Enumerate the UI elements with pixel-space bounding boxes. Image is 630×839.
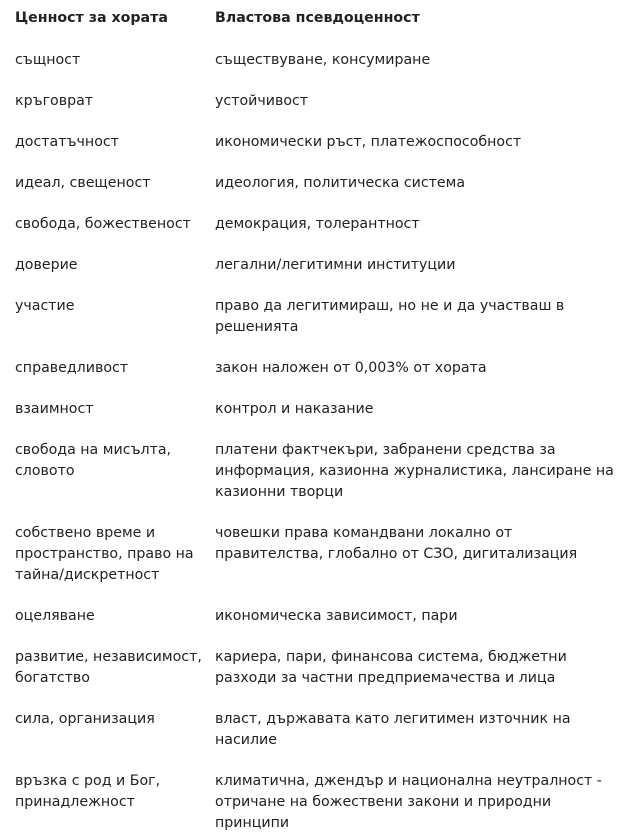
- values-comparison-table: [0, 8, 622, 834]
- cell-people-value: доверие: [15, 257, 78, 273]
- cell-people-value: свобода на мисълта, словото: [15, 442, 172, 479]
- cell-people-value: собствено време и пространство, право на тайна/дискретност: [15, 525, 194, 583]
- cell-people-value: развитие, независимост, богатство: [15, 649, 202, 686]
- cell-power-pseudo-value: икономически ръст, платежоспособност: [215, 134, 522, 150]
- table-row: [0, 255, 622, 296]
- table-row: [0, 440, 622, 523]
- cell-people-value: сила, организация: [15, 711, 155, 727]
- cell-power-pseudo-value: съществуване, консумиране: [215, 52, 431, 68]
- cell-power-pseudo-value: климатична, джендър и национална неутралност - отричане на божествени закони и природни принципи: [215, 773, 602, 831]
- cell-power-pseudo-value: платени фактчекъри, забранени средства за информация, казионна журналистика, лансиране на казионни творци: [215, 442, 614, 500]
- cell-power-pseudo-value: кариера, пари, финансова система, бюджетни разходи за частни предприемачества и лица: [215, 649, 567, 686]
- cell-people-value: участие: [15, 298, 75, 314]
- cell-people-value: връзка с род и Бог, принадлежност: [15, 773, 161, 810]
- table-row: [0, 523, 622, 606]
- cell-people-value: достатъчност: [15, 134, 119, 150]
- cell-people-value: кръговрат: [15, 93, 94, 109]
- table-row: [0, 647, 622, 709]
- cell-power-pseudo-value: легални/легитимни институции: [215, 257, 456, 273]
- cell-power-pseudo-value: идеология, политическа система: [215, 175, 466, 191]
- table-row: [0, 132, 622, 173]
- table-row: [0, 214, 622, 255]
- table-row: [0, 50, 622, 91]
- cell-power-pseudo-value: икономическа зависимост, пари: [215, 608, 458, 624]
- table-row: [0, 399, 622, 440]
- header-people-value: Ценност за хората: [15, 10, 168, 26]
- table-row: [0, 771, 622, 834]
- cell-power-pseudo-value: закон наложен от 0,003% от хората: [215, 360, 487, 376]
- table-row: [0, 358, 622, 399]
- cell-power-pseudo-value: право да легитимираш, но не и да участваш в решенията: [215, 298, 565, 335]
- cell-power-pseudo-value: контрол и наказание: [215, 401, 374, 417]
- header-power-pseudo-value: Властова псевдоценност: [215, 10, 420, 26]
- cell-power-pseudo-value: човешки права командвани локално от правителства, глобално от СЗО, дигитализация: [215, 525, 578, 562]
- cell-people-value: взаимност: [15, 401, 94, 417]
- cell-power-pseudo-value: демокрация, толерантност: [215, 216, 420, 232]
- cell-people-value: оцеляване: [15, 608, 95, 624]
- cell-people-value: свобода, божественост: [15, 216, 191, 232]
- cell-people-value: същност: [15, 52, 81, 68]
- cell-power-pseudo-value: власт, държавата като легитимен източник на насилие: [215, 711, 571, 748]
- cell-people-value: справедливост: [15, 360, 129, 376]
- table-row: [0, 296, 622, 358]
- table-row: [0, 91, 622, 132]
- table-row: [0, 173, 622, 214]
- table-row: [0, 606, 622, 647]
- cell-people-value: идеал, свещеност: [15, 175, 151, 191]
- table-row: [0, 709, 622, 771]
- table-header-row: [0, 8, 622, 50]
- cell-power-pseudo-value: устойчивост: [215, 93, 309, 109]
